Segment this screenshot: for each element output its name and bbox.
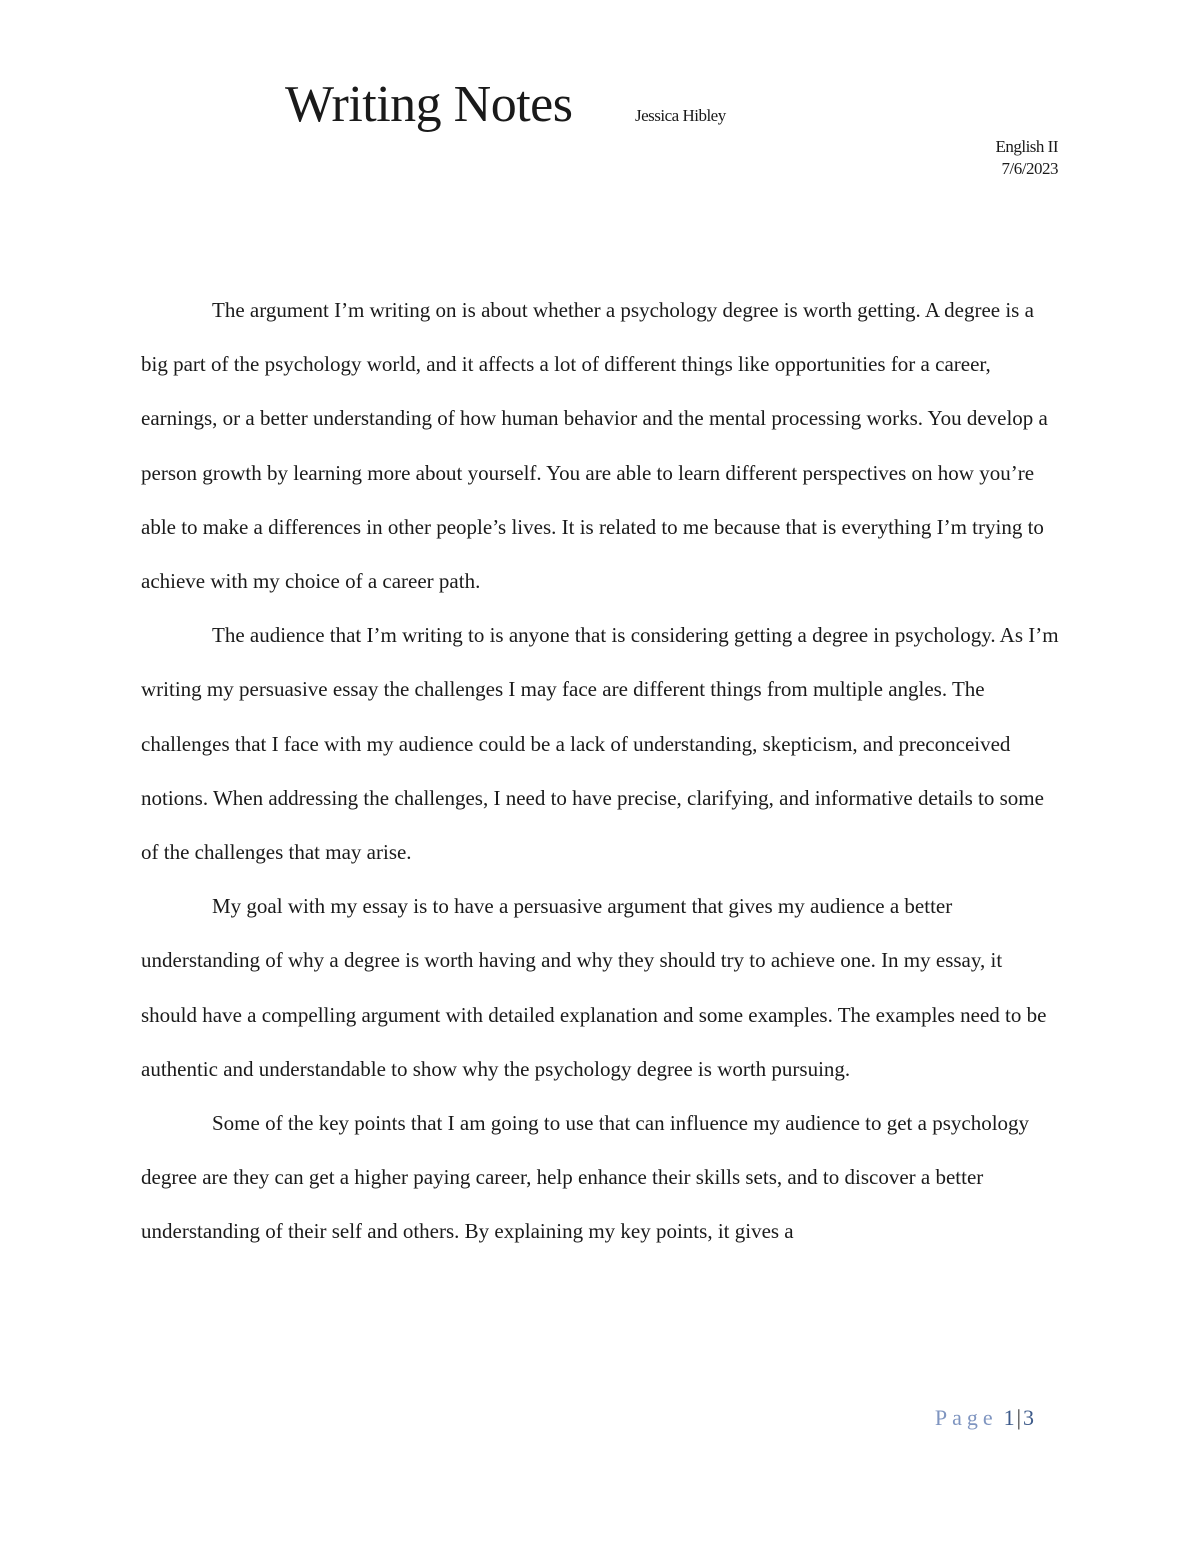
author-name: Jessica Hibley bbox=[635, 106, 726, 125]
document-date: 7/6/2023 bbox=[1001, 159, 1058, 178]
page-footer bbox=[935, 1401, 1034, 1435]
page-separator: | bbox=[1016, 1405, 1021, 1430]
page-total: 3 bbox=[1023, 1405, 1034, 1430]
document-title: Writing Notes bbox=[285, 76, 573, 133]
paragraph-2: The audience that I’m writing to is anyone that is considering getting a degree in psychology. As I’m writing my persuasive essay the challenges I may face are different things from multiple angles. The challenges that I face with my audience could be a lack of understanding, skepticism, and preconceived notions. When addressing the challenges, I need to have precise, clarifying, and informative details to some of the challenges that may arise. bbox=[141, 623, 1059, 865]
paragraph-3: My goal with my essay is to have a persuasive argument that gives my audience a better understanding of why a degree is worth having and why they should try to achieve one. In my essay, it should have a compelling argument with detailed explanation and some examples. The examples need to be authentic and understandable to show why the psychology degree is worth pursuing. bbox=[141, 894, 1047, 1081]
document-body bbox=[141, 283, 1063, 1259]
page-label: Page bbox=[934, 1405, 998, 1430]
page-number: 1 bbox=[1003, 1405, 1015, 1430]
course-name: English II bbox=[995, 137, 1058, 156]
paragraph-4: Some of the key points that I am going to use that can influence my audience to get a psychology degree are they can get a higher paying career, help enhance their skills sets, and to discover a better understanding of their self and others. By explaining my key points, it gives a bbox=[141, 1111, 1030, 1244]
paragraph-1: The argument I’m writing on is about whether a psychology degree is worth getting. A degree is a big part of the psychology world, and it affects a lot of different things like opportunities for a career, earnings, or a better understanding of how human behavior and the mental processing works. You develop a person growth by learning more about yourself. You are able to learn different perspectives on how you’re able to make a differences in other people’s lives. It is related to me because that is everything I’m trying to achieve with my choice of a career path. bbox=[141, 298, 1048, 594]
document-meta bbox=[995, 136, 1058, 180]
